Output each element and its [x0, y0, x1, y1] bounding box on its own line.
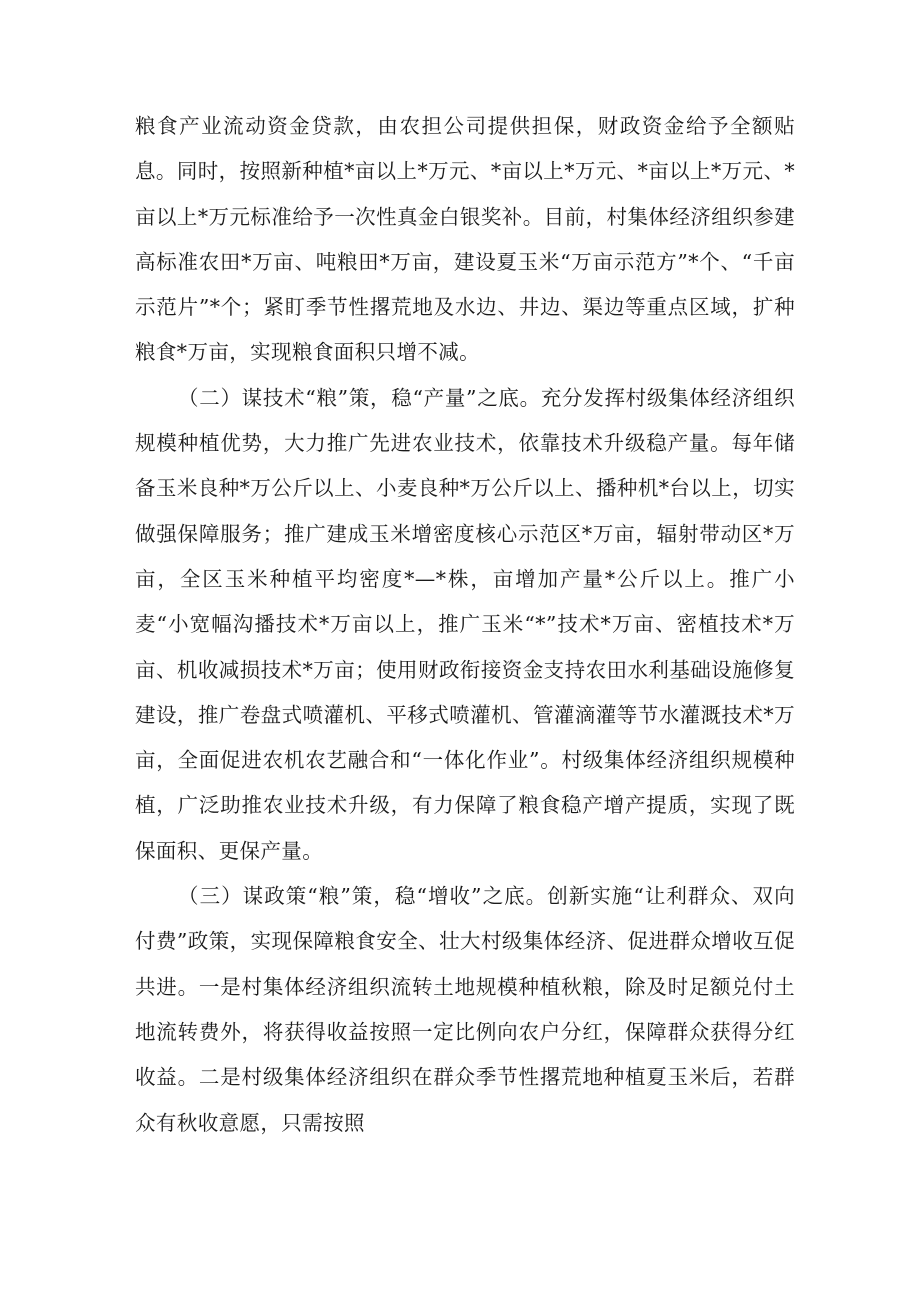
paragraph-1: 粮食产业流动资金贷款，由农担公司提供担保，财政资金给予全额贴息。同时，按照新种植*亩以上*万元、*亩以上*万元、*亩以上*万元、*亩以上*万元标准给予一次性真金白银奖补。目前，村集体经济组织参建高标准农田*万亩、吨粮田*万亩，建设夏玉米“万亩示范方”*个、“千亩示范片”*个；紧盯季节性撂荒地及水边、井边、渠边等重点区域，扩种粮食*万亩，实现粮食面积只增不减。	[135, 114, 795, 365]
paragraph-3: （三）谋政策“粮”策，稳“增收”之底。创新实施“让利群众、双向付费”政策，实现保障粮食安全、壮大村级集体经济、促进群众增收互促共进。一是村集体经济组织流转土地规模种植秋粮，除及时足额兑付土地流转费外，将获得收益按照一定比例向农户分红，保障群众获得分红收益。二是村级集体经济组织在群众季节性撂荒地种植夏玉米后，若群众有秋收意愿，只需按照	[135, 884, 795, 1135]
paragraph-2: （二）谋技术“粮”策，稳“产量”之底。充分发挥村级集体经济组织规模种植优势，大力推广先进农业技术，依靠技术升级稳产量。每年储备玉米良种*万公斤以上、小麦良种*万公斤以上、播种机*台以上，切实做强保障服务；推广建成玉米增密度核心示范区*万亩，辐射带动区*万亩，全区玉米种植平均密度*—*株，亩增加产量*公斤以上。推广小麦“小宽幅沟播技术*万亩以上，推广玉米“*”技术*万亩、密植技术*万亩、机收减损技术*万亩；使用财政衔接资金支持农田水利基础设施修复建设，推广卷盘式喷灌机、平移式喷灌机、管灌滴灌等节水灌溉技术*万亩，全面促进农机农艺融合和“一体化作业”。村级集体经济组织规模种植，广泛助推农业技术升级，有力保障了粮食稳产增产提质，实现了既保面积、更保产量。	[135, 385, 795, 863]
body-text	[135, 104, 795, 1146]
